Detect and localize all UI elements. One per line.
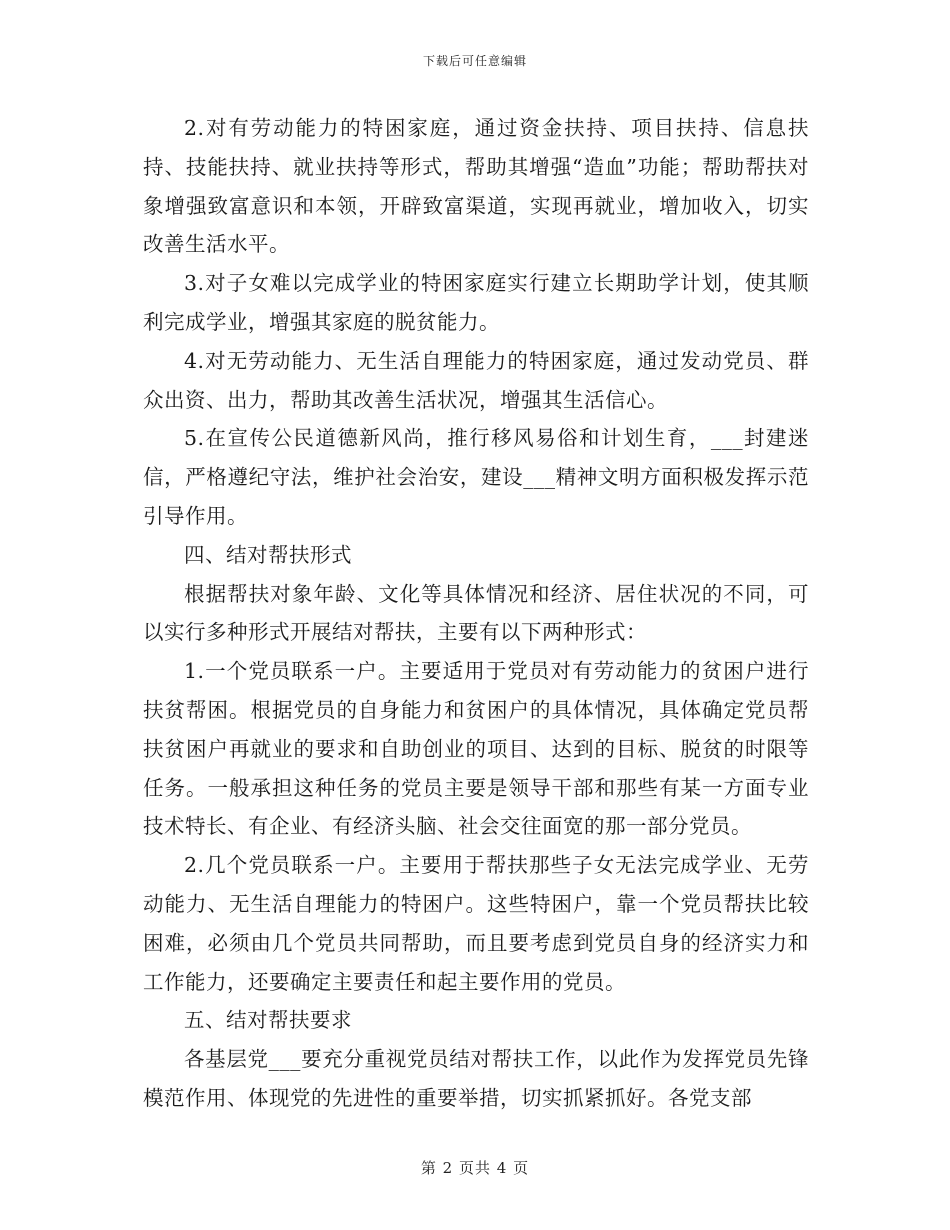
section-heading: 五、结对帮扶要求	[184, 1008, 352, 1033]
page-number: 第 2 页共 4 页	[420, 1159, 530, 1177]
paragraph: 1.一个党员联系一户。主要适用于党员对有劳动能力的贫困户进行扶贫帮困。根据党员的自身能力和贫困户的具体情况，具体确定党员帮扶贫困户再就业的要求和自助创业的项目、达到的目标、脱贫的时限等任务。一般承担这种任务的党员主要是领导干部和那些有某一方面专业技术特长、有企业、有经济头脑、社会交往面宽的那一部分党员。	[143, 659, 809, 839]
paragraph: 3.对子女难以完成学业的特困家庭实行建立长期助学计划，使其顺利完成学业，增强其家庭的脱贫能力。	[143, 271, 809, 334]
paragraph: 2.对有劳动能力的特困家庭，通过资金扶持、项目扶持、信息扶持、技能扶持、就业扶持等形式，帮助其增强“造血”功能；帮助帮扶对象增强致富意识和本领，开辟致富渠道，实现再就业，增加收入，切实改善生活水平。	[143, 116, 809, 257]
section-heading: 四、结对帮扶形式	[184, 542, 352, 567]
paragraph: 根据帮扶对象年龄、文化等具体情况和经济、居住状况的不同，可以实行多种形式开展结对帮扶，主要有以下两种形式：	[143, 581, 809, 645]
page-header: 下载后可任意编辑	[422, 54, 527, 68]
paragraph: 4.对无劳动能力、无生活自理能力的特困家庭，通过发动党员、群众出资、出力，帮助其改善生活状况，增强其生活信心。	[143, 348, 809, 412]
paragraph: 5.在宣传公民道德新风尚，推行移风易俗和计划生育，___封建迷信，严格遵纪守法，维护社会治安，建设___精神文明方面积极发挥示范引导作用。	[143, 426, 809, 528]
paragraph: 各基层党___要充分重视党员结对帮扶工作，以此作为发挥党员先锋模范作用、体现党的先进性的重要举措，切实抓紧抓好。各党支部	[143, 1047, 809, 1110]
paragraph: 2.几个党员联系一户。主要用于帮扶那些子女无法完成学业、无劳动能力、无生活自理能力的特困户。这些特困户，靠一个党员帮扶比较困难，必须由几个党员共同帮助，而且要考虑到党员自身的经济实力和工作能力，还要确定主要责任和起主要作用的党员。	[143, 853, 809, 994]
document-body	[143, 109, 809, 1118]
